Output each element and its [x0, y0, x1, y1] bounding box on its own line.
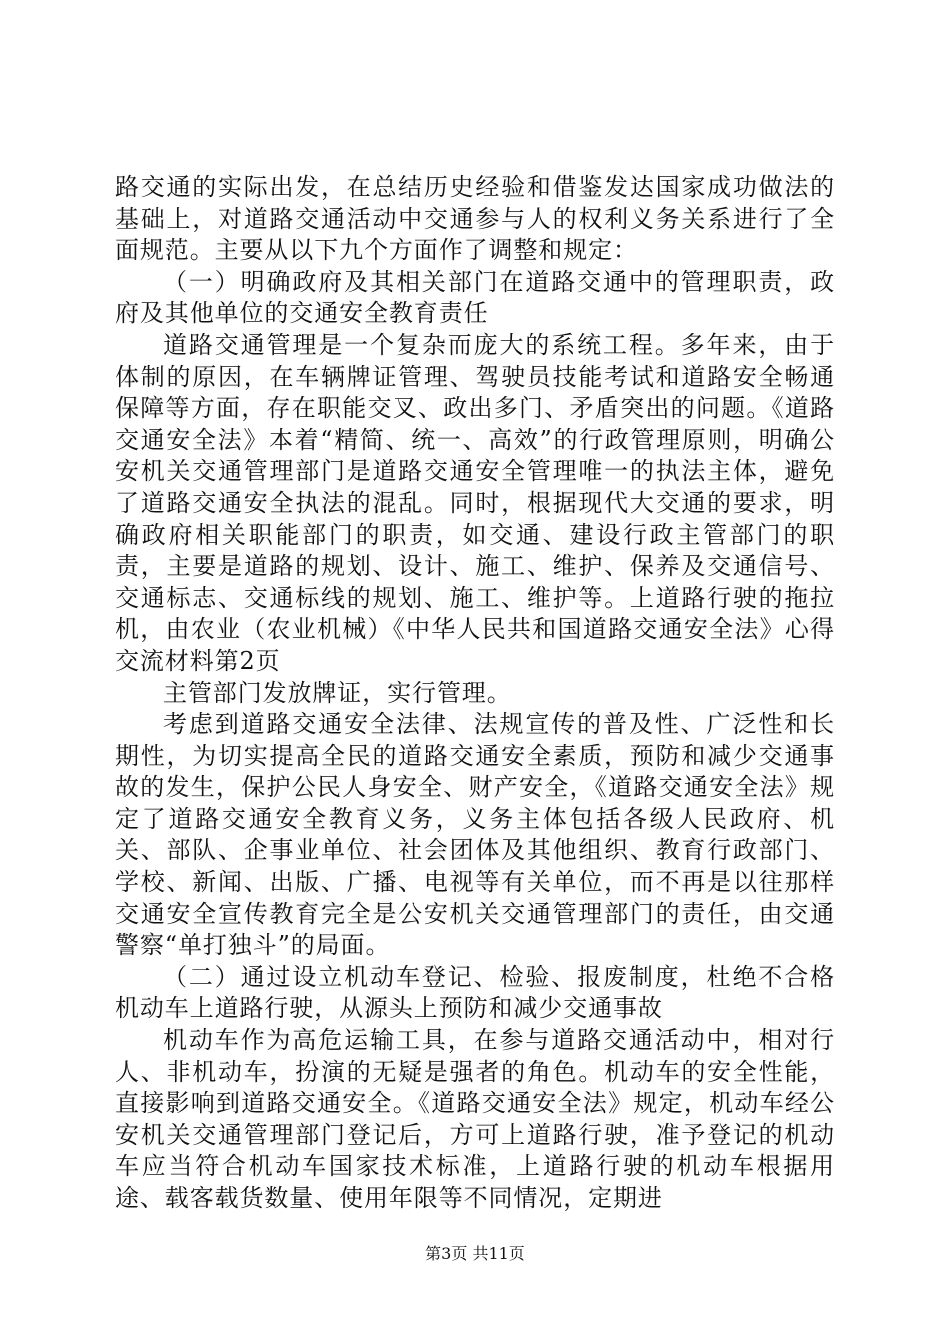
- document-body: [115, 172, 835, 1215]
- page-footer: [0, 1244, 950, 1264]
- paragraph: 主管部门发放牌证，实行管理。: [163, 678, 512, 707]
- paragraph-continuation: 路交通的实际出发，在总结历史经验和借鉴发达国家成功做法的基础上，对道路交通活动中交通参与人的权利义务关系进行了全面规范。主要从以下九个方面作了调整和规定：: [115, 173, 835, 265]
- paragraph: 考虑到道路交通安全法律、法规宣传的普及性、广泛性和长期性，为切实提高全民的道路交通安全素质，预防和减少交通事故的发生，保护公民人身安全、财产安全，《道路交通安全法》规定了道路交通安全教育义务，义务主体包括各级人民政府、机关、部队、企事业单位、社会团体及其他组织、教育行政部门、学校、新闻、出版、广播、电视等有关单位，而不再是以往那样交通安全宣传教育完全是公安机关交通管理部门的责任，由交通警察“单打独斗”的局面。: [115, 710, 835, 960]
- paragraph: 机动车作为高危运输工具，在参与道路交通活动中，相对行人、非机动车，扮演的无疑是强者的角色。机动车的安全性能，直接影响到道路交通安全。《道路交通安全法》规定，机动车经公安机关交通管理部门登记后，方可上道路行驶，准予登记的机动车应当符合机动车国家技术标准，上道路行驶的机动车根据用途、载客载货数量、使用年限等不同情况，定期进: [115, 1026, 835, 1212]
- page-number: 第3页 共11页: [425, 1244, 525, 1263]
- section-heading-2: （二）通过设立机动车登记、检验、报废制度，杜绝不合格机动车上道路行驶，从源头上预防和减少交通事故: [115, 962, 835, 1023]
- paragraph: 道路交通管理是一个复杂而庞大的系统工程。多年来，由于体制的原因，在车辆牌证管理、驾驶员技能考试和道路安全畅通保障等方面，存在职能交叉、政出多门、矛盾突出的问题。《道路交通安全法》本着“精简、统一、高效”的行政管理原则，明确公安机关交通管理部门是道路交通安全管理唯一的执法主体，避免了道路交通安全执法的混乱。同时，根据现代大交通的要求，明确政府相关职能部门的职责，如交通、建设行政主管部门的职责，主要是道路的规划、设计、施工、维护、保养及交通信号、交通标志、交通标线的规划、施工、维护等。上道路行驶的拖拉机，由农业（农业机械）《中华人民共和国道路交通安全法》心得交流材料第2页: [115, 330, 835, 675]
- section-heading-1: （一）明确政府及其相关部门在道路交通中的管理职责，政府及其他单位的交通安全教育责任: [115, 267, 835, 328]
